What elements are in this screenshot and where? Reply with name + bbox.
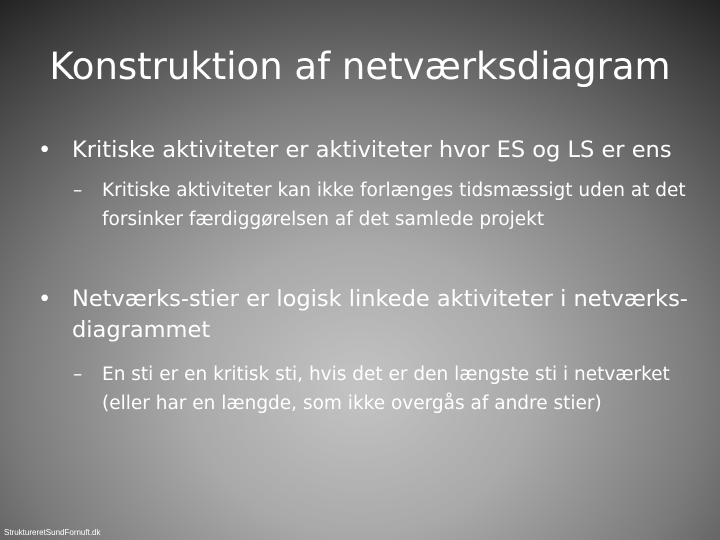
bullet-text: Kritiske aktiviteter er aktiviteter hvor ES og LS er ens — [72, 137, 672, 163]
slide-title: Konstruktion af netværksdiagram — [49, 45, 671, 88]
sub-bullet-item — [73, 360, 693, 418]
sub-bullet-text: Kritiske aktiviteter kan ikke forlænges tidsmæssigt uden at det forsinker færdiggørelsen af det samlede projekt — [102, 180, 686, 230]
footer-credit: StruktureretSundFornuft.dk — [4, 528, 101, 537]
sub-bullet-text: En sti er en kritisk sti, hvis det er den længste sti i netværket (eller har en længde, som ikke overgås af andre stier) — [102, 364, 670, 414]
sub-bullet-marker: – — [73, 180, 83, 201]
sub-bullet-marker: – — [73, 364, 83, 385]
bullet-item — [38, 284, 708, 346]
sub-bullet-item — [73, 176, 693, 234]
bullet-marker: • — [38, 137, 52, 163]
bullet-marker: • — [38, 286, 52, 312]
bullet-text: Netværks-stier er logisk linkede aktiviteter i netværks-diagrammet — [72, 286, 688, 343]
bullet-item — [38, 135, 708, 166]
